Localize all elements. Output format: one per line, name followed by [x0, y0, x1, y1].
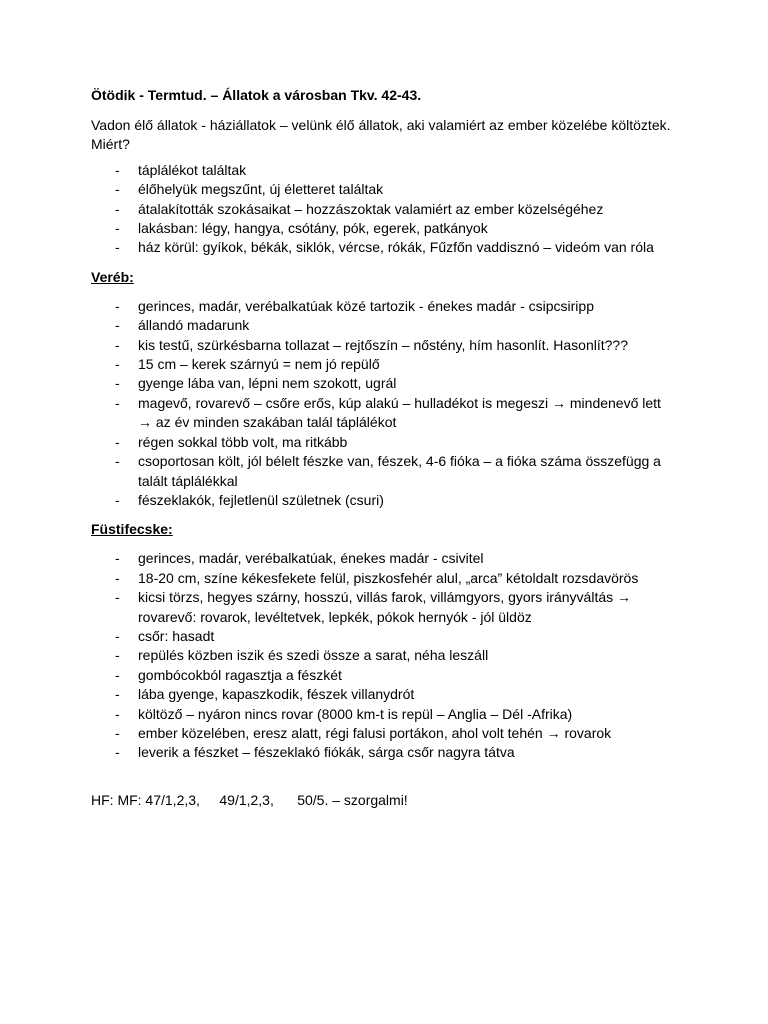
list-item: [91, 724, 691, 743]
bullet-dash: -: [115, 627, 120, 644]
bullet-dash: -: [115, 356, 120, 373]
sparrow-heading: Veréb:: [91, 268, 134, 285]
list-item: [91, 161, 691, 180]
list-item: [91, 627, 691, 646]
arrow-right-icon: →: [546, 724, 561, 741]
reasons-list: [91, 161, 691, 258]
bullet-dash: -: [115, 181, 120, 198]
list-item-text: csoportosan költ, jól bélelt fészke van, fészek, 4-6 fióka – a fióka száma összefügg a talált táplálékkal: [138, 453, 661, 489]
list-item-text-line2: rovarevő: rovarok, levéltetvek, lepkék, pókok hernyók - jól üldöz: [138, 608, 532, 625]
list-item-text-after: rovarok: [560, 724, 612, 741]
list-item-text: táplálékot találtak: [138, 161, 247, 178]
list-item-text: gerinces, madár, verébalkatúak közé tartozik - énekes madár - csipcsiripp: [138, 297, 594, 314]
list-item-text: élőhelyük megszűnt, új életteret találtak: [138, 181, 384, 198]
list-item-text: régen sokkal több volt, ma ritkább: [138, 433, 348, 450]
list-item: [91, 433, 691, 452]
list-item-text: lakásban: légy, hangya, csótány, pók, egerek, patkányok: [138, 220, 488, 237]
list-item-text: csőr: hasadt: [138, 627, 215, 644]
bullet-dash: -: [115, 569, 120, 586]
bullet-dash: -: [115, 491, 120, 508]
bullet-dash: -: [115, 317, 120, 334]
bullet-dash: -: [115, 239, 120, 256]
arrow-right-icon: →: [552, 394, 566, 411]
list-item: [91, 180, 691, 199]
arrow-right-icon: →: [138, 414, 152, 431]
list-item-text: magevő, rovarevő – csőre erős, kúp alakú – hulladékot is megeszi: [138, 394, 552, 411]
document-page: [91, 86, 691, 810]
sparrow-list: [91, 297, 691, 510]
homework-line: HF: MF: 47/1,2,3, 49/1,2,3, 50/5. – szorgalmi!: [91, 791, 408, 808]
bullet-dash: -: [115, 433, 120, 450]
list-item: [91, 666, 691, 685]
list-item: [91, 569, 691, 588]
list-item: [91, 549, 691, 568]
list-item: [91, 705, 691, 724]
list-item: [91, 200, 691, 219]
list-item: [91, 316, 691, 335]
bullet-dash: -: [115, 647, 120, 664]
bullet-dash: -: [115, 200, 120, 217]
list-item-text: ember közelében, eresz alatt, régi falusi portákon, ahol volt tehén: [138, 724, 547, 741]
swallow-list: [91, 549, 691, 762]
list-item-text: gyenge lába van, lépni nem szokott, ugrál: [138, 375, 397, 392]
list-item-text: gombócokból ragasztja a fészkét: [138, 666, 342, 683]
intro-paragraph: Vadon élő állatok - háziállatok – velünk élő állatok, aki valamiért az ember közelébe költöztek. Miért?: [91, 117, 671, 153]
list-item-text: kis testű, szürkésbarna tollazat – rejtőszín – nőstény, hím hasonlít. Hasonlít???: [138, 336, 628, 353]
bullet-dash: -: [115, 550, 120, 567]
list-item-text: fészeklakók, fejletlenül születnek (csuri): [138, 491, 384, 508]
bullet-dash: -: [115, 453, 120, 470]
bullet-dash: -: [115, 394, 120, 411]
bullet-dash: -: [115, 724, 120, 741]
list-item: [91, 491, 691, 510]
list-item: [91, 219, 691, 238]
list-item: [91, 452, 691, 491]
arrow-right-icon: →: [617, 589, 632, 606]
list-item: [91, 374, 691, 393]
list-item-text: kicsi törzs, hegyes szárny, hosszú, villás farok, villámgyors, gyors irányváltás: [138, 589, 618, 606]
list-item-text: repülés közben iszik és szedi össze a sarat, néha leszáll: [138, 647, 489, 664]
bullet-dash: -: [115, 375, 120, 392]
list-item: [91, 646, 691, 665]
list-item-text: ház körül: gyíkok, békák, siklók, vércse, rókák, Fűzfőn vaddisznó – videóm van róla: [138, 239, 654, 256]
bullet-dash: -: [115, 589, 120, 606]
list-item-text: átalakították szokásaikat – hozzászoktak valamiért az ember közelségéhez: [138, 200, 604, 217]
page-title: Ötödik - Termtud. – Állatok a városban Tkv. 42-43.: [91, 87, 422, 103]
bullet-dash: -: [115, 666, 120, 683]
swallow-heading: Füstifecske:: [91, 521, 173, 538]
list-item-text: 18-20 cm, színe kékesfekete felül, piszkosfehér alul, „arca” kétoldalt rozsdavörös: [138, 569, 639, 586]
list-item-text-after: mindenevő lett: [566, 394, 661, 411]
list-item-text: gerinces, madár, verébalkatúak, énekes madár - csivitel: [138, 550, 484, 567]
list-item: [91, 588, 691, 627]
list-item-text: költöző – nyáron nincs rovar (8000 km-t is repül – Anglia – Dél -Afrika): [138, 705, 573, 722]
list-item: [91, 355, 691, 374]
bullet-dash: -: [115, 297, 120, 314]
bullet-dash: -: [115, 220, 120, 237]
list-item: [91, 336, 691, 355]
bullet-dash: -: [115, 336, 120, 353]
list-item: [91, 297, 691, 316]
bullet-dash: -: [115, 744, 120, 761]
list-item-text-line2: az év minden szakában talál táplálékot: [152, 414, 397, 431]
list-item-text: lába gyenge, kapaszkodik, fészek villanydrót: [138, 686, 415, 703]
list-item: [91, 394, 691, 433]
bullet-dash: -: [115, 161, 120, 178]
list-item-text: 15 cm – kerek szárnyú = nem jó repülő: [138, 356, 380, 373]
list-item-text: állandó madarunk: [138, 317, 250, 334]
list-item: [91, 685, 691, 704]
list-item-text: leverik a fészket – fészeklakó fiókák, sárga csőr nagyra tátva: [138, 744, 515, 761]
bullet-dash: -: [115, 705, 120, 722]
bullet-dash: -: [115, 686, 120, 703]
list-item: [91, 743, 691, 762]
list-item: [91, 238, 691, 257]
